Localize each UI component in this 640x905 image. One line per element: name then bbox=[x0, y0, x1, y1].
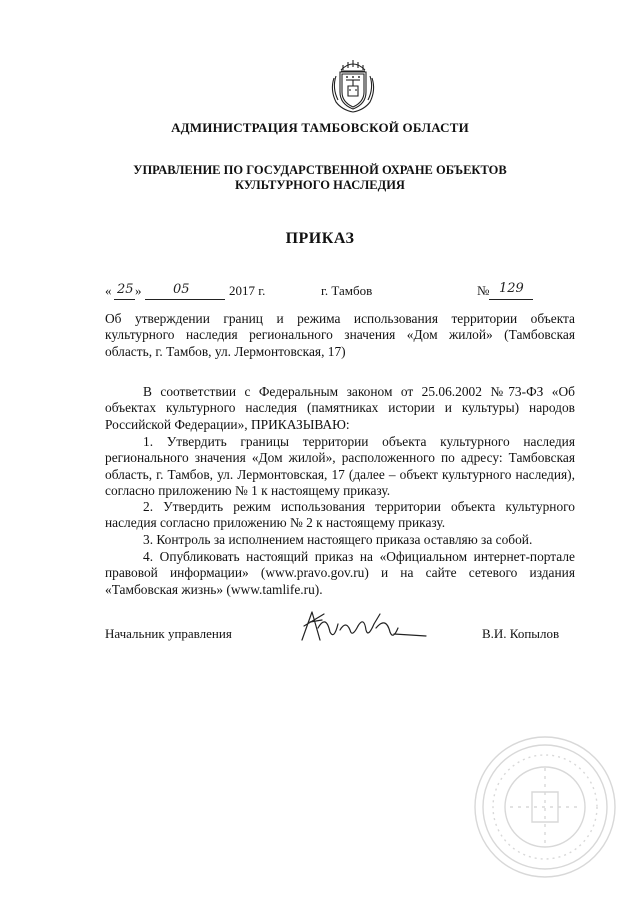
day-underline bbox=[114, 299, 135, 300]
official-stamp bbox=[470, 732, 620, 882]
city: г. Тамбов bbox=[321, 283, 373, 298]
number-underline bbox=[489, 299, 533, 300]
department-line-2: КУЛЬТУРНОГО НАСЛЕДИЯ bbox=[235, 178, 405, 192]
date-month: 05 bbox=[173, 282, 190, 297]
number-label: № bbox=[477, 283, 490, 298]
department-line-1: УПРАВЛЕНИЕ ПО ГОСУДАРСТВЕННОЙ ОХРАНЕ ОБЪЕКТОВ bbox=[133, 163, 507, 177]
order-item-1: 1. Утвердить границы территории объекта культурного наследия регионального значения «Дом жилой», расположенного по адресу: Тамбовская область, г. Тамбов, ул. Лермонтовская, 17 (далее – объект культурного наследия), согласно приложению № 1 к настоящему приказу. bbox=[105, 434, 575, 499]
document-type-title: ПРИКАЗ bbox=[285, 230, 355, 247]
order-item-2: 2. Утвердить режим использования территории объекта культурного наследия согласно приложению № 2 к настоящему приказу. bbox=[105, 499, 575, 531]
signatory-title: Начальник управления bbox=[105, 626, 232, 641]
month-underline bbox=[145, 299, 225, 300]
document-number: 129 bbox=[499, 281, 524, 296]
order-item-3: 3. Контроль за исполнением настоящего приказа оставляю за собой. bbox=[143, 532, 533, 547]
date-close-quote: » bbox=[135, 283, 142, 298]
date-line bbox=[105, 283, 565, 303]
subject: Об утверждении границ и режима использования территории объекта культурного наследия регионального значения «Дом жилой» (Тамбовская область, г. Тамбов, ул. Лермонтовская, 17) bbox=[105, 311, 575, 359]
coat-of-arms-icon bbox=[328, 56, 378, 114]
preamble: В соответствии с Федеральным законом от 25.06.2002 №73-ФЗ «Об объектах культурного наследия (памятниках истории и культуры) народов Российской Федерации», ПРИКАЗЫВАЮ: bbox=[105, 384, 575, 432]
order-item-4: 4. Опубликовать настоящий приказ на «Официальном интернет-портале правовой информации» (www.pravo.gov.ru) и на сайте сетевого издания «Тамбовская жизнь» (www.tamlife.ru). bbox=[105, 549, 575, 597]
department-heading bbox=[120, 163, 520, 193]
date-year: 2017 г. bbox=[229, 283, 266, 298]
administration-heading: АДМИНИСТРАЦИЯ ТАМБОВСКОЙ ОБЛАСТИ bbox=[171, 120, 469, 135]
date-day: 25 bbox=[117, 282, 134, 297]
date-open-quote: « bbox=[105, 283, 112, 298]
handwritten-signature bbox=[290, 606, 430, 650]
signatory-name: В.И. Копылов bbox=[482, 626, 560, 641]
